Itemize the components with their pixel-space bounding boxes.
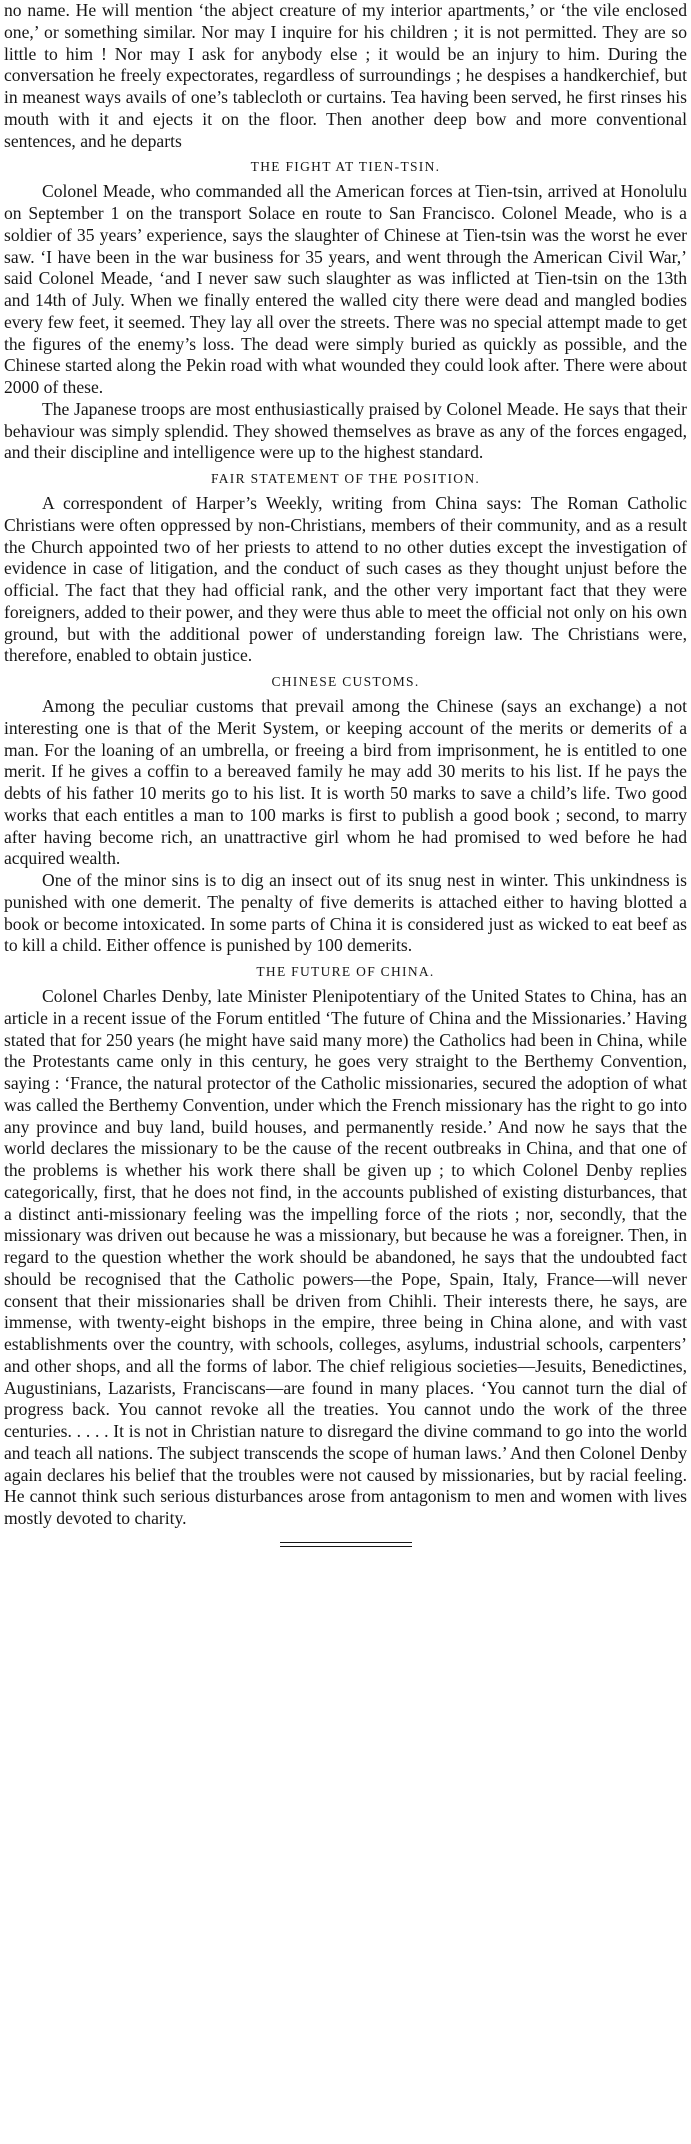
fair-statement-paragraph: A correspondent of Harper’s Weekly, writing from China says: The Roman Catholic Christians were often oppressed by non-Christians, members of their community, and as a result the Church appointed two of her priests to attend to no other duties except the investigation of evidence in case of litigation, and the conduct of such cases as they thought unjust before the official. The fact that they had official rank, and the other very important fact that they were foreigners, added to their power, and they were thus able to meet the official not only on his own ground, but with the additional power of understanding foreign law. The Christians were, therefore, enabled to obtain justice. xyxy=(4,493,687,666)
tientsin-paragraph-1: Colonel Meade, who commanded all the American forces at Tien-tsin, arrived at Honolulu on September 1 on the transport Solace en route to San Francisco. Colonel Meade, who is a soldier of 35 years’ experience, says the slaughter of Chinese at Tien-tsin was the worst he ever saw. ‘I have been in the war business for 35 years, and went through the American Civil War,’ said Colonel Meade, ‘and I never saw such slaughter as was inflicted at Tien-tsin on the 13th and 14th of July. When we finally entered the walled city there were dead and mangled bodies every few feet, it seemed. They lay all over the streets. There was no special attempt made to get the figures of the enemy’s loss. The dead were simply buried as quickly as possible, and the Chinese started along the Pekin road with what wounded they could look after. There were about 2000 of these. xyxy=(4,181,687,397)
intro-paragraph: no name. He will mention ‘the abject creature of my interior apartments,’ or ‘the vile enclosed one,’ or something similar. Nor may I inquire for his children ; it is not permitted. They are so little to him ! Nor may I ask for anybody else ; it would be an injury to him. During the conversation he freely expectorates, regardless of surroundings ; he despises a handkerchief, but in meanest ways avails of one’s tablecloth or curtains. Tea having been served, he first rinses his mouth with it and ejects it on the floor. Then another deep bow and more conventional sentences, and he departs xyxy=(4,0,687,151)
heading-future-of-china: THE FUTURE OF CHINA. xyxy=(256,964,435,979)
future-paragraph: Colonel Charles Denby, late Minister Plenipotentiary of the United States to China, has an article in a recent issue of the Forum entitled ‘The future of China and the Missionaries.’ Having stated that for 250 years (he might have said many more) the Catholics had been in China, while the Protestants came only in this century, he goes very straight to the Berthemy Convention, saying : ‘France, the natural protector of the Catholic missionaries, secured the adoption of what was called the Berthemy Convention, under which the French missionary has the right to go into any province and buy land, build houses, and permanently reside.’ And now he says that the world declares the missionary to be the cause of the recent outbreaks in China, and that one of the problems is whether his work there shall be given up ; to which Colonel Denby replies categorically, first, that he does not find, in the accounts published of existing disturbances, that a distinct anti-missionary feeling was the impelling force of the riots ; nor, secondly, that the missionary was driven out because he was a missionary, but because he was a foreigner. Then, in regard to the question whether the work should be abandoned, he says that the undoubted fact should be recognised that the Catholic powers—the Pope, Spain, Italy, France—will never consent that their missionaries shall be driven from Chihli. Their interests there, he says, are immense, with twenty-eight bishops in the empire, three being in China alone, and with vast establishments over the country, with schools, colleges, asylums, industrial schools, carpenters’ and other shops, and all the forms of labor. The chief religious societies—Jesuits, Benedictines, Augustinians, Lazarists, Franciscans—are found in many places. ‘You cannot turn the dial of progress back. You cannot revoke all the treaties. You cannot undo the work of the three centuries. . . . . It is not in Christian nature to disregard the divine command to go into the world and teach all nations. The subject transcends the scope of human laws.’ And then Colonel Denby again declares his belief that the troubles were not caused by missionaries, but by racial feeling. He cannot think such serious disturbances arose from antagonism to men and women with lives mostly devoted to charity. xyxy=(4,986,687,1528)
customs-paragraph-2: One of the minor sins is to dig an insect out of its snug nest in winter. This unkindness is punished with one demerit. The penalty of five demerits is attached either to having blotted a book or become intoxicated. In some parts of China it is considered just as wicked to eat beef as to kill a child. Either offence is punished by 100 demerits. xyxy=(4,870,687,956)
closing-rule-second xyxy=(280,1546,412,1547)
heading-chinese-customs: CHINESE CUSTOMS. xyxy=(271,674,420,689)
customs-paragraph-1: Among the peculiar customs that prevail among the Chinese (says an exchange) a not interesting one is that of the Merit System, or keeping account of the merits or demerits of a man. For the loaning of an umbrella, or freeing a bird from imprisonment, he is entitled to one merit. If he gives a coffin to a bereaved family he may add 30 merits to his list. If he pays the debts of his father 10 merits go to his list. It is worth 50 marks to save a child’s life. Two good works that each entitles a man to 100 marks is first to publish a good book ; second, to marry after having become rich, an unattractive girl whom he had promised to wed before he had acquired wealth. xyxy=(4,696,687,869)
closing-rule xyxy=(280,1542,412,1543)
heading-fight-at-tientsin: THE FIGHT AT TIEN-TSIN. xyxy=(250,159,441,175)
tientsin-paragraph-2: The Japanese troops are most enthusiastically praised by Colonel Meade. He says that their behaviour was simply splendid. They showed themselves as brave as any of the forces engaged, and their discipline and intelligence were up to the highest standard. xyxy=(4,398,687,463)
heading-fair-statement: FAIR STATEMENT OF THE POSITION. xyxy=(210,471,481,486)
